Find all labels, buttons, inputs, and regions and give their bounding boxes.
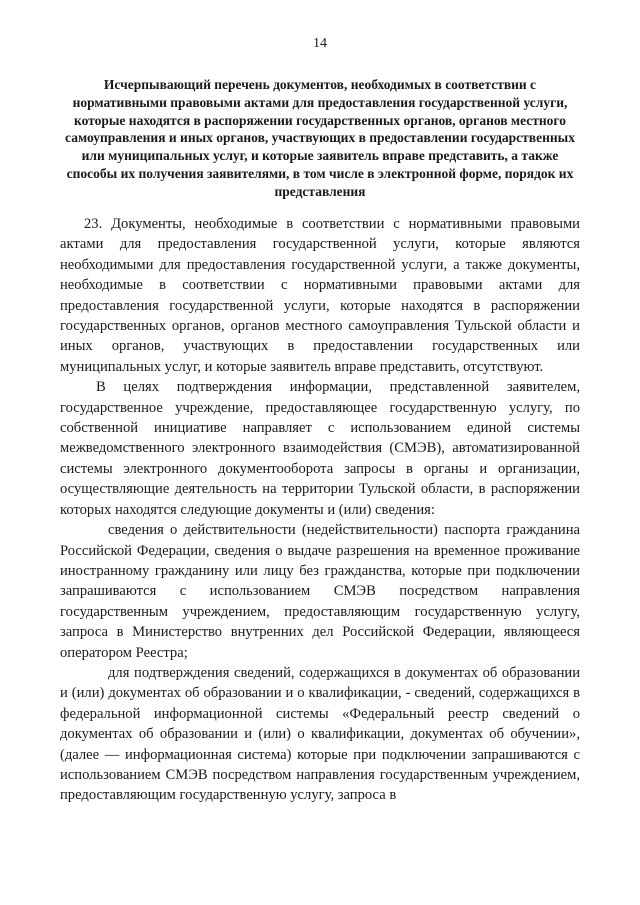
document-body [60,214,580,806]
paragraph-smev-requests: В целях подтверждения информации, представленной заявителем, государственное учреждение, предоставляющее государственную услугу, по собственной инициативе направляет с использованием единой системы межведомственного электронного взаимодействия (СМЭВ), автоматизированной системы электронного документооборота запросы в органы и организации, осуществляющие деятельность на территории Тульской области, в распоряжении которых находятся следующие документы и (или) сведения: [60,379,580,518]
section-heading: Исчерпывающий перечень документов, необходимых в соответствии с нормативными правовыми актами для предоставления государственной услуги, которые находятся в распоряжении государственных органов, органов местного самоуправления и иных органов, участвующих в предоставлении государственных или муниципальных услуг, и которые заявитель вправе представить, а также способы их получения заявителями, в том числе в электронной форме, порядок их представления [65,77,575,199]
list-item-passport-info: сведения о действительности (недействительности) паспорта гражданина Российской Федерации, сведения о выдаче разрешения на временное проживание иностранному гражданину или лицу без гражданства, которые при подключении запрашиваются с использованием СМЭВ посредством направления государственным учреждением, предоставляющим государственную услугу, запроса в Министерство внутренних дел Российской Федерации, являющееся оператором Реестра; [60,522,580,661]
paragraph-23: 23. Документы, необходимые в соответствии с нормативными правовыми актами для предоставления государственной услуги, которые являются необходимыми для предоставления государственной услуги, а также документы, необходимые в соответствии с нормативными правовыми актами для предоставления государственной услуги, которые находятся в распоряжении государственных органов, органов местного самоуправления Тульской области и иных органов, участвующих в предоставлении государственных или муниципальных услуг, и которые заявитель вправе представить, отсутствуют. [60,216,580,375]
page-number: 14 [313,36,327,51]
list-item-education-info: для подтверждения сведений, содержащихся в документах об образовании и (или) документах об образовании и о квалификации, - сведений, содержащихся в федеральной информационной системы «Федеральный реестр сведений о документах об образовании и (или) о квалификации, документах об обучении», (далее — информационная система) которые при подключении запрашиваются с использованием СМЭВ посредством направления государственным учреждением, предоставляющим государственную услугу, запроса в [60,664,580,804]
